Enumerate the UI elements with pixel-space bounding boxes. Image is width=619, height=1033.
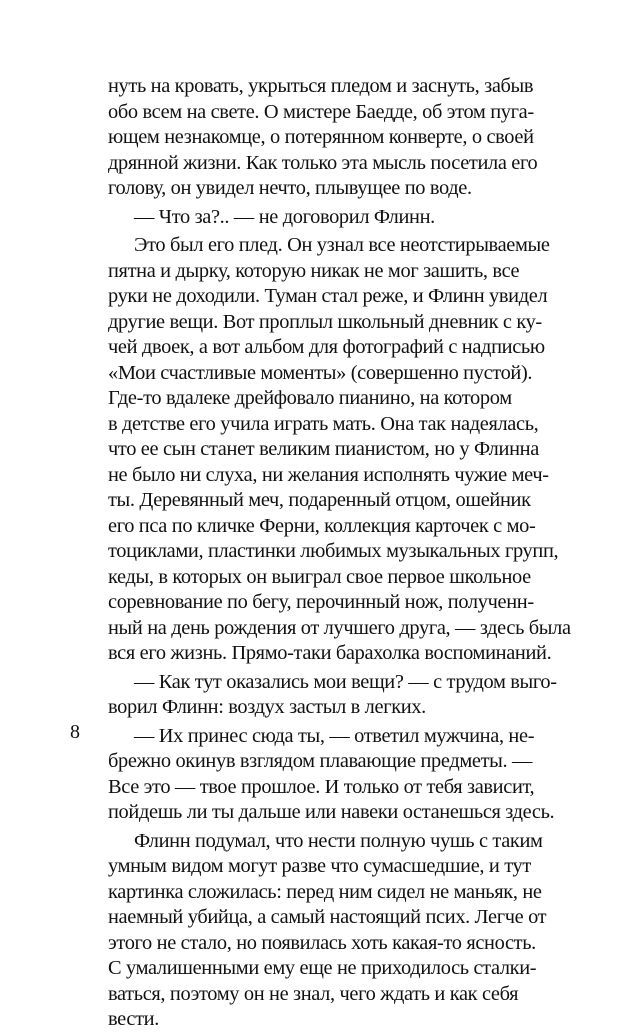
text-line: ты. Деревянный меч, подаренный отцом, ошейник	[108, 489, 531, 511]
text-line: наемный убийца, а самый настоящий псих. Легче от	[108, 906, 547, 928]
text-line: «Мои счастливые моменты» (совершенно пустой).	[108, 361, 533, 384]
text-line: — Что за?.. — не договорил Флинн.	[134, 205, 435, 228]
text-line: ный на день рождения от лучшего друга, — здесь была	[108, 616, 571, 639]
text-line: ющем незнакомце, о потерянном конверте, о своей	[108, 126, 534, 148]
text-line: кеды, в которых он выиграл свое первое школьное	[108, 565, 531, 588]
text-line: голову, он увидел нечто, плывущее по воде.	[108, 177, 472, 199]
text-line: вести.	[108, 1008, 159, 1030]
text-line: вся его жизнь. Прямо-таки барахолка воспоминаний.	[108, 642, 552, 664]
text-line: ваться, поэтому он не знал, чего ждать и как себя	[108, 982, 519, 1005]
text-line: С умалишенными ему еще не приходилось сталки-	[108, 957, 537, 979]
text-line: тоциклами, пластинки любимых музыкальных групп,	[108, 540, 559, 562]
text-line: Флинн подумал, что нести полную чушь с таким	[134, 829, 543, 852]
text-line: — Как тут оказались мои вещи? — с трудом выго-	[134, 670, 557, 693]
text-line: в детстве его учила играть мать. Она так надеялась,	[108, 412, 539, 435]
text-line: не было ни слуха, ни желания исполнять чужие меч-	[108, 463, 549, 486]
text-line: соревнование по бегу, перочинный нож, полученн-	[108, 591, 534, 613]
text-line: другие вещи. Вот проплыл школьный дневник с ку-	[108, 310, 542, 333]
text-line: что ее сын станет великим пианистом, но у Флинна	[108, 438, 539, 460]
text-line: картинка сложилась: перед ним сидел не маньяк, не	[108, 880, 542, 903]
text-line: пойдешь ли ты дальше или навеки останешься здесь.	[108, 801, 555, 823]
text-line: пятна и дырку, которую никак не мог зашить, все	[108, 259, 520, 282]
page-number: 8	[70, 721, 80, 743]
text-line: нуть на кровать, укрыться пледом и заснуть, забыв	[108, 75, 534, 97]
text-line: Где-то вдалеке дрейфовало пианино, на котором	[108, 387, 512, 409]
text-line: дрянной жизни. Как только эта мысль посетила его	[108, 151, 538, 174]
text-line: обо всем на свете. О мистере Баедде, об этом пуга-	[108, 100, 534, 123]
body-text	[108, 74, 571, 1033]
text-line: Это был его плед. Он узнал все неотстирываемые	[134, 234, 550, 256]
text-line: чей двоек, а вот альбом для фотографий с надписью	[108, 336, 545, 358]
text-line: ворил Флинн: воздух застыл в легких.	[108, 696, 426, 718]
text-line: руки не доходили. Туман стал реже, и Флинн увидел	[108, 285, 548, 307]
text-line: — Их принес сюда ты, — ответил мужчина, не-	[134, 724, 535, 747]
text-line: Все это — твое прошлое. И только от тебя зависит,	[108, 775, 535, 798]
text-line: этого не стало, но появилась хоть какая-то ясность.	[108, 931, 536, 954]
text-line: его пса по кличке Ферни, коллекция карточек с мо-	[108, 514, 536, 537]
text-line: умным видом могут разве что сумасшедшие, и тут	[108, 855, 531, 877]
text-line: брежно окинув взглядом плавающие предметы. —	[108, 750, 533, 772]
